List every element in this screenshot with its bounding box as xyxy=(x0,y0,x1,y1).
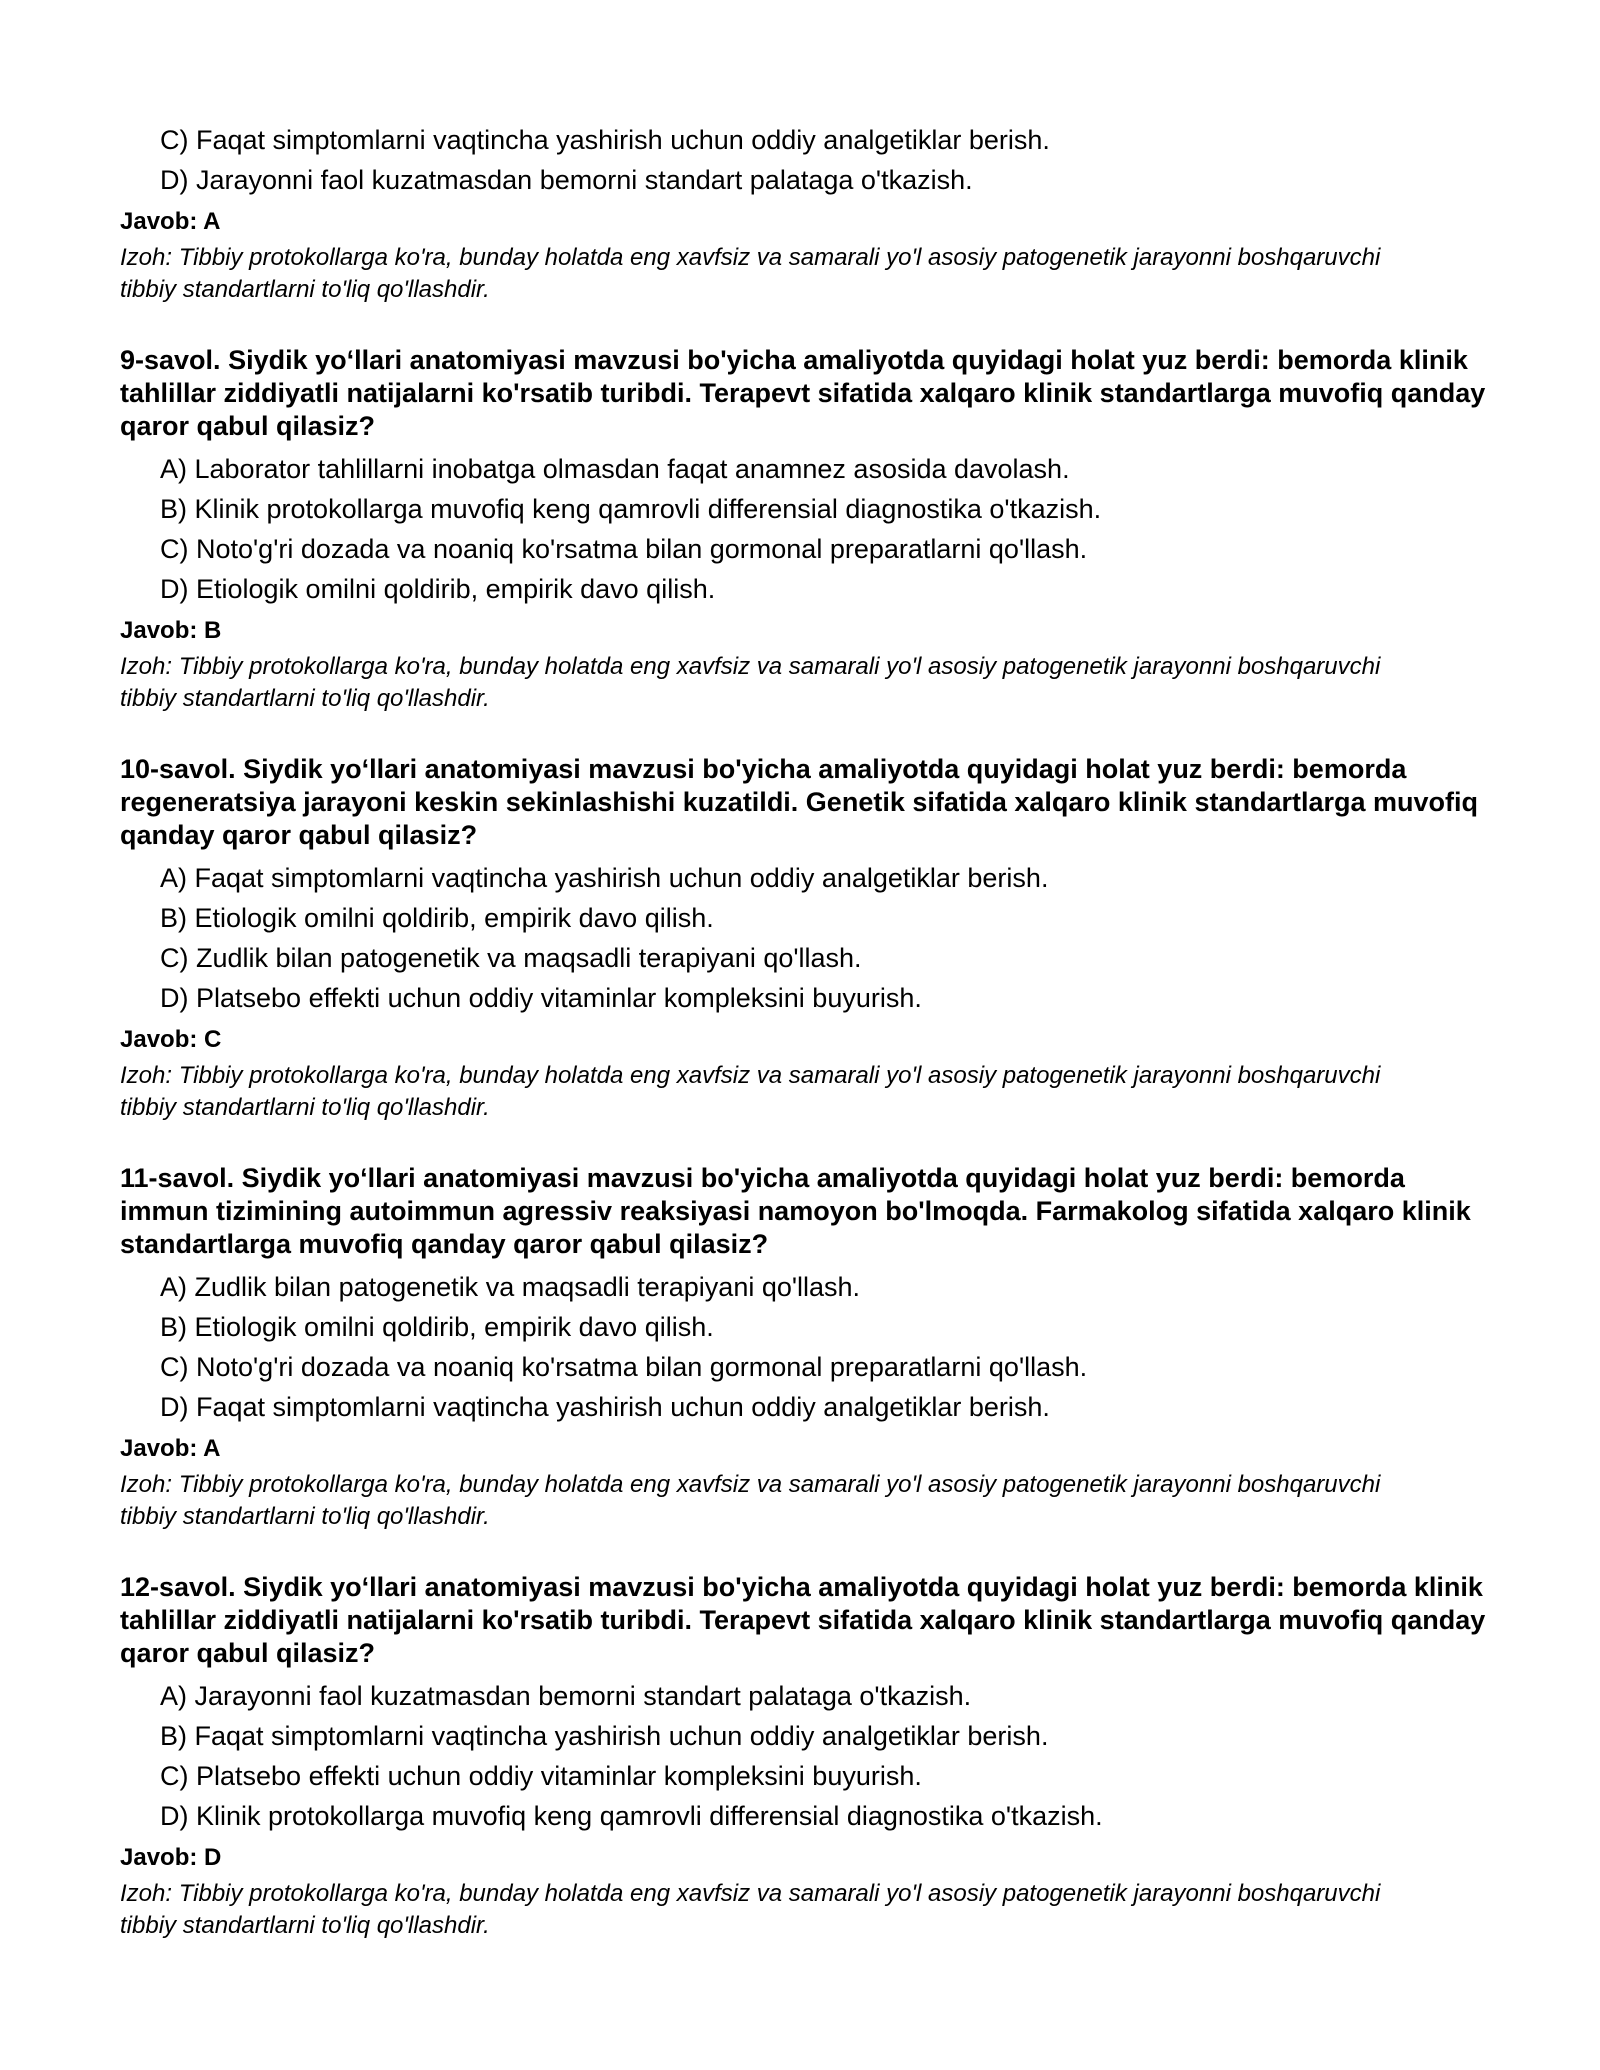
question-body: Siydik yo‘llari anatomiyasi mavzusi bo'yicha amaliyotda quyidagi holat yuz berdi: bemorda klinik tahlillar ziddiyatli natijalarni ko'rsatib turibdi. Terapevt sifatida xalqaro klinik standartlarga muvofiq qanday qaror qabul qilasiz? xyxy=(120,345,1486,441)
correct-answer: Javob: A xyxy=(120,208,221,235)
question-10 xyxy=(120,753,1500,1124)
question-12 xyxy=(120,1571,1500,1942)
answer-option: D) Platsebo effekti uchun oddiy vitaminlar kompleksini buyurish. xyxy=(160,983,922,1013)
answer-explanation: Izoh: Tibbiy protokollarga ko'ra, bunday holatda eng xavfsiz va samarali yo'l asosiy patogenetik jarayonni boshqaruvchi tibbiy standartlarni to'liq qo'llashdir. xyxy=(120,653,1381,712)
answer-option: A) Laborator tahlillarni inobatga olmasdan faqat anamnez asosida davolash. xyxy=(160,454,1070,484)
answer-option: B) Faqat simptomlarni vaqtincha yashirish uchun oddiy analgetiklar berish. xyxy=(160,1721,1049,1751)
correct-answer: Javob: D xyxy=(120,1844,222,1871)
answer-option: B) Etiologik omilni qoldirib, empirik davo qilish. xyxy=(160,903,714,933)
answer-option: D) Etiologik omilni qoldirib, empirik davo qilish. xyxy=(160,574,716,604)
answer-option: A) Faqat simptomlarni vaqtincha yashirish uchun oddiy analgetiklar berish. xyxy=(160,863,1049,893)
answer-option: B) Klinik protokollarga muvofiq keng qamrovli differensial diagnostika o'tkazish. xyxy=(160,494,1102,524)
answer-option: C) Noto'g'ri dozada va noaniq ko'rsatma bilan gormonal preparatlarni qo'llash. xyxy=(160,534,1088,564)
question-8-continuation xyxy=(120,120,1500,306)
answer-option: D) Jarayonni faol kuzatmasdan bemorni standart palataga o'tkazish. xyxy=(160,165,973,195)
question-body: Siydik yo‘llari anatomiyasi mavzusi bo'yicha amaliyotda quyidagi holat yuz berdi: bemorda immun tizimining autoimmun agressiv reaksiyasi namoyon bo'lmoqda. Farmakolog sifatida xalqaro klinik standartlarga muvofiq qanday qaror qabul qilasiz? xyxy=(120,1163,1471,1259)
question-number: 10-savol. xyxy=(120,754,236,784)
question-number: 11-savol. xyxy=(120,1163,235,1193)
question-number: 12-savol. xyxy=(120,1572,236,1602)
question-text xyxy=(120,753,1495,852)
question-11 xyxy=(120,1162,1500,1533)
answer-option: C) Platsebo effekti uchun oddiy vitaminlar kompleksini buyurish. xyxy=(160,1761,922,1791)
answer-option: D) Faqat simptomlarni vaqtincha yashirish uchun oddiy analgetiklar berish. xyxy=(160,1392,1050,1422)
answer-explanation: Izoh: Tibbiy protokollarga ko'ra, bunday holatda eng xavfsiz va samarali yo'l asosiy patogenetik jarayonni boshqaruvchi tibbiy standartlarni to'liq qo'llashdir. xyxy=(120,244,1381,303)
question-text xyxy=(120,344,1495,443)
answer-option: A) Zudlik bilan patogenetik va maqsadli terapiyani qo'llash. xyxy=(160,1272,861,1302)
answer-explanation: Izoh: Tibbiy protokollarga ko'ra, bunday holatda eng xavfsiz va samarali yo'l asosiy patogenetik jarayonni boshqaruvchi tibbiy standartlarni to'liq qo'llashdir. xyxy=(120,1471,1381,1530)
answer-option: A) Jarayonni faol kuzatmasdan bemorni standart palataga o'tkazish. xyxy=(160,1681,972,1711)
question-text xyxy=(120,1162,1495,1261)
answer-option: C) Zudlik bilan patogenetik va maqsadli terapiyani qo'llash. xyxy=(160,943,862,973)
question-9 xyxy=(120,344,1500,715)
answer-option: D) Klinik protokollarga muvofiq keng qamrovli differensial diagnostika o'tkazish. xyxy=(160,1801,1103,1831)
answer-explanation: Izoh: Tibbiy protokollarga ko'ra, bunday holatda eng xavfsiz va samarali yo'l asosiy patogenetik jarayonni boshqaruvchi tibbiy standartlarni to'liq qo'llashdir. xyxy=(120,1062,1381,1121)
question-number: 9-savol. xyxy=(120,345,221,375)
correct-answer: Javob: A xyxy=(120,1435,221,1462)
correct-answer: Javob: B xyxy=(120,617,222,644)
answer-option: C) Noto'g'ri dozada va noaniq ko'rsatma bilan gormonal preparatlarni qo'llash. xyxy=(160,1352,1088,1382)
correct-answer: Javob: C xyxy=(120,1026,222,1053)
answer-option: C) Faqat simptomlarni vaqtincha yashirish uchun oddiy analgetiklar berish. xyxy=(160,125,1050,155)
question-text xyxy=(120,1571,1495,1670)
question-body: Siydik yo‘llari anatomiyasi mavzusi bo'yicha amaliyotda quyidagi holat yuz berdi: bemorda klinik tahlillar ziddiyatli natijalarni ko'rsatib turibdi. Terapevt sifatida xalqaro klinik standartlarga muvofiq qanday qaror qabul qilasiz? xyxy=(120,1572,1486,1668)
answer-explanation: Izoh: Tibbiy protokollarga ko'ra, bunday holatda eng xavfsiz va samarali yo'l asosiy patogenetik jarayonni boshqaruvchi tibbiy standartlarni to'liq qo'llashdir. xyxy=(120,1880,1381,1939)
answer-option: B) Etiologik omilni qoldirib, empirik davo qilish. xyxy=(160,1312,714,1342)
question-body: Siydik yo‘llari anatomiyasi mavzusi bo'yicha amaliyotda quyidagi holat yuz berdi: bemorda regeneratsiya jarayoni keskin sekinlashishi kuzatildi. Genetik sifatida xalqaro klinik standartlarga muvofiq qanday qaror qabul qilasiz? xyxy=(120,754,1479,850)
